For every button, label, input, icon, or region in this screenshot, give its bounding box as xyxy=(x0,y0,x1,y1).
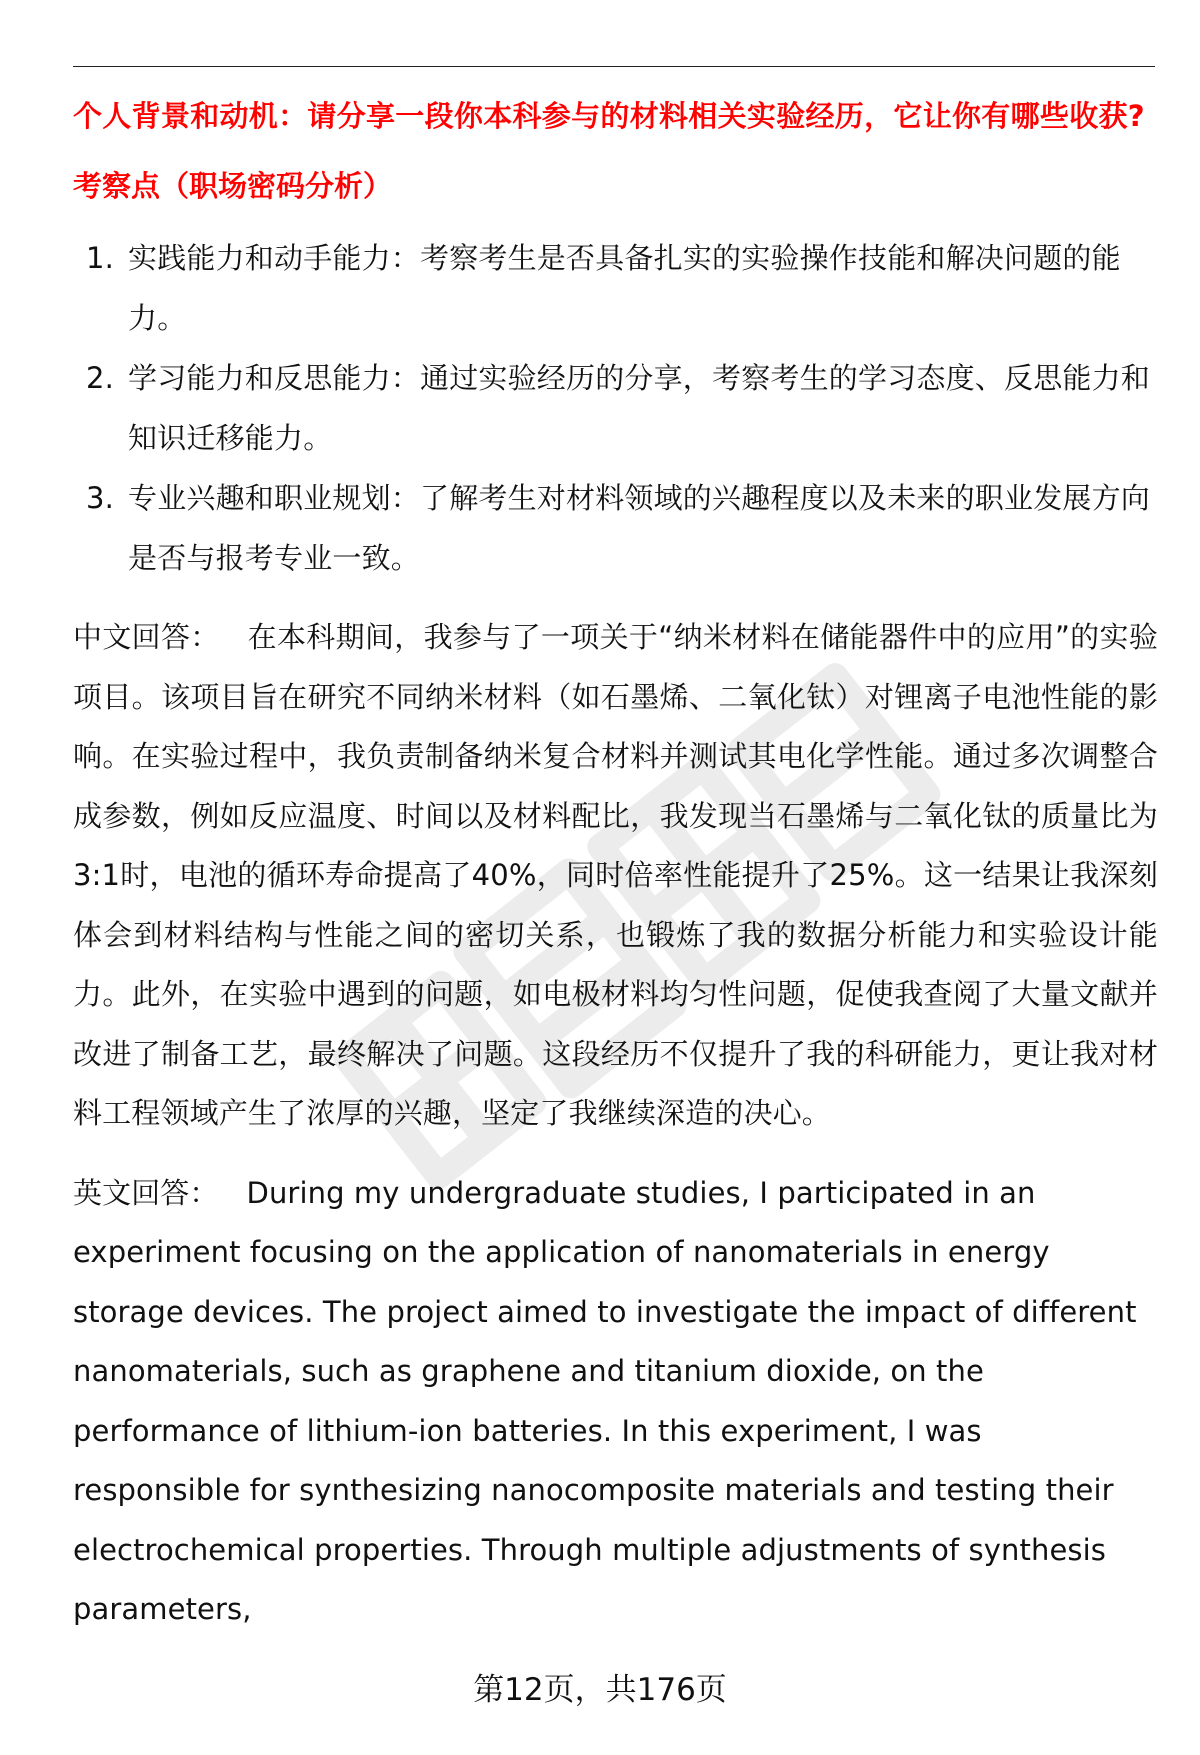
list-item-text: 专业兴趣和职业规划：了解考生对材料领域的兴趣程度以及未来的职业发展方向是否与报考专业一致。 xyxy=(128,481,1151,575)
page-number-footer: 第12页，共176页 xyxy=(473,1672,727,1708)
chinese-answer-paragraph xyxy=(73,608,1158,1144)
chinese-answer-label: 中文回答： xyxy=(73,620,220,654)
list-item-number: 3. xyxy=(86,481,115,515)
english-answer-paragraph xyxy=(73,1164,1158,1640)
question-heading: 个人背景和动机：请分享一段你本科参与的材料相关实验经历，它让你有哪些收获? xyxy=(73,99,1145,133)
list-item xyxy=(73,348,1158,468)
section-title: 考察点（职场密码分析） xyxy=(73,169,393,203)
header-rule xyxy=(73,66,1155,67)
english-answer-text: During my undergraduate studies, I participated in an experiment focusing on the application of nanomaterials in energy storage devices. The project aimed to investigate the impact of different nanomaterials, such as graphene and titanium dioxide, on the performance of lithium-ion batteries. In this experiment, I was responsible for synthesizing nanocomposite materials and testing their electrochemical properties. Through multiple adjustments of synthesis parameters, xyxy=(73,1175,1137,1626)
list-item-number: 2. xyxy=(86,361,115,395)
list-item xyxy=(73,228,1158,348)
list-item-text: 实践能力和动手能力：考察考生是否具备扎实的实验操作技能和解决问题的能力。 xyxy=(128,241,1121,335)
list-item xyxy=(73,468,1158,588)
assessment-points-list xyxy=(73,228,1158,588)
document-body xyxy=(73,96,1158,1640)
list-item-number: 1. xyxy=(86,241,115,275)
english-answer-label: 英文回答： xyxy=(73,1175,219,1210)
chinese-answer-text: 在本科期间，我参与了一项关于“纳米材料在储能器件中的应用”的实验项目。该项目旨在研究不同纳米材料（如石墨烯、二氧化钛）对锂离子电池性能的影响。在实验过程中，我负责制备纳米复合材料并测试其电化学性能。通过多次调整合成参数，例如反应温度、时间以及材料配比，我发现当石墨烯与二氧化钛的质量比为3:1时，电池的循环寿命提高了40%，同时倍率性能提升了25%。这一结果让我深刻体会到材料结构与性能之间的密切关系，也锻炼了我的数据分析能力和实验设计能力。此外，在实验中遇到的问题，如电极材料均匀性问题，促使我查阅了大量文献并改进了制备工艺，最终解决了问题。这段经历不仅提升了我的科研能力，更让我对材料工程领域产生了浓厚的兴趣，坚定了我继续深造的决心。 xyxy=(73,620,1158,1130)
list-item-text: 学习能力和反思能力：通过实验经历的分享，考察考生的学习态度、反思能力和知识迁移能力。 xyxy=(128,361,1151,455)
